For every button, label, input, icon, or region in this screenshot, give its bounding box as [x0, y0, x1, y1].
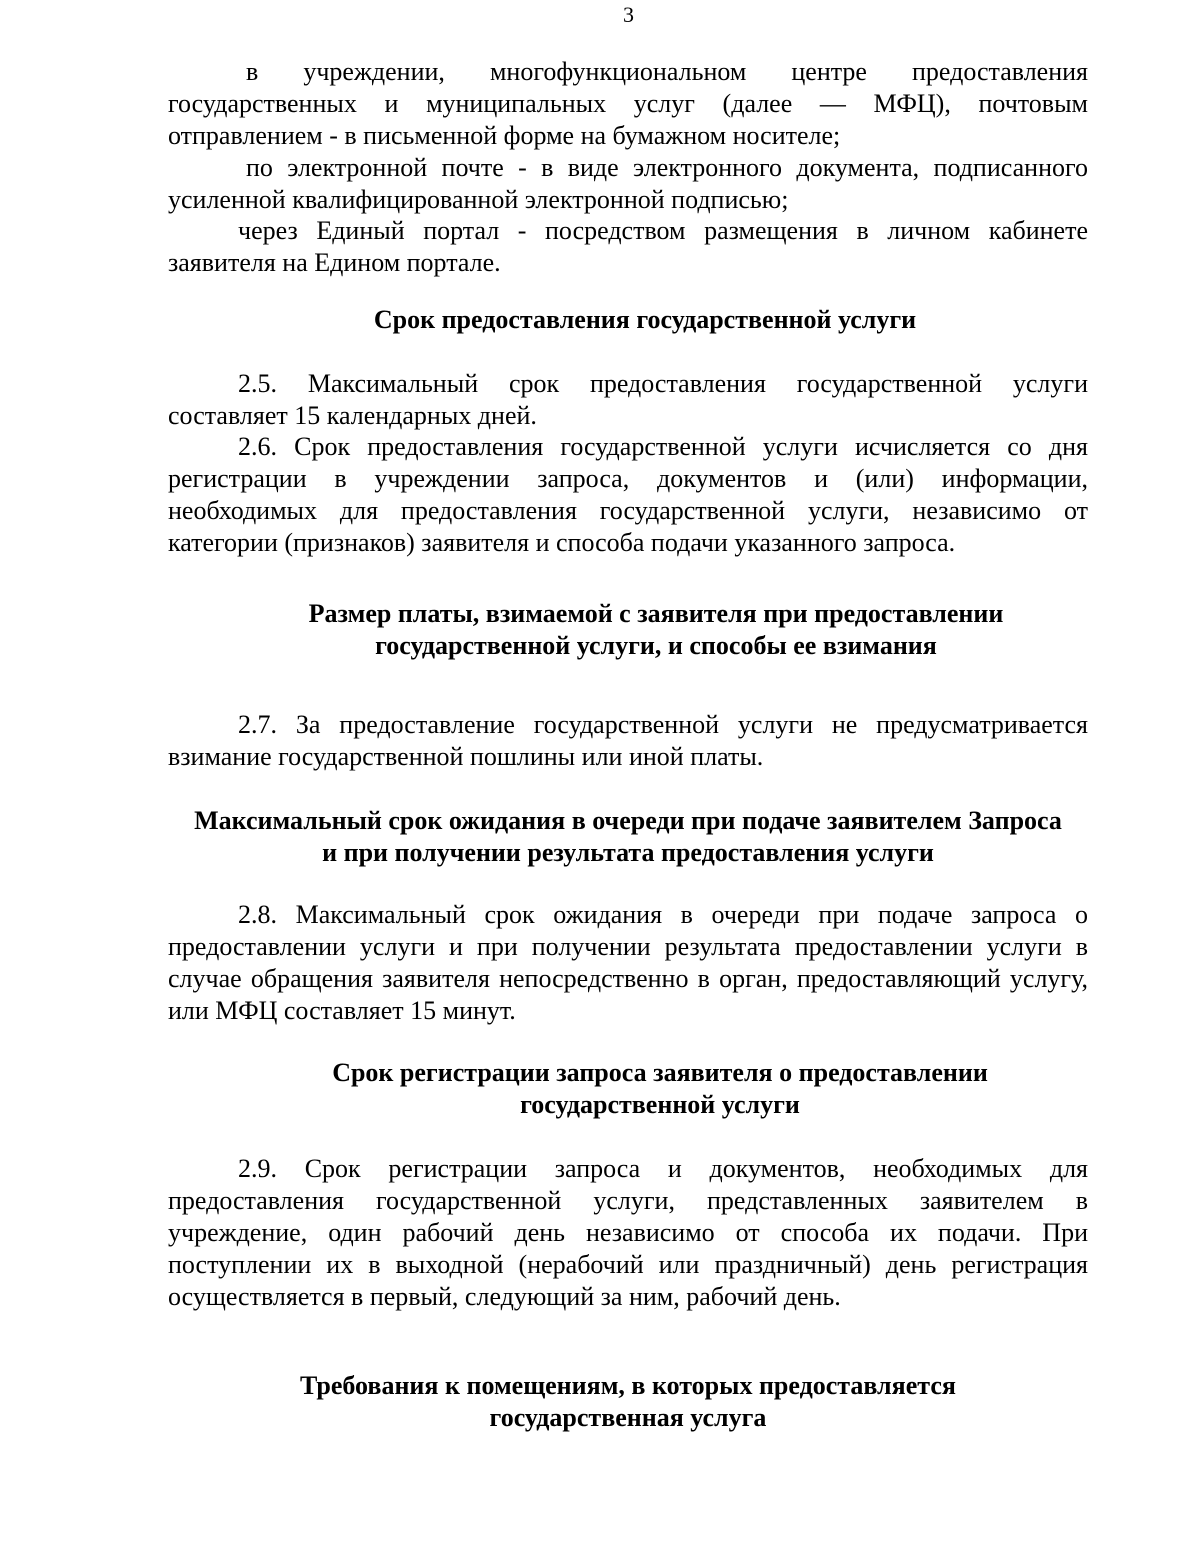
paragraph-submission-in-person: в учреждении, многофункциональном центре предоставления государственных и муниципальных услуг (далее — МФЦ), почтовым отправлением - в письменной форме на бумажном носителе; [168, 57, 1088, 150]
heading-premises-requirements [168, 1370, 1088, 1434]
heading-fee [196, 598, 1116, 662]
paragraph-2-8: 2.8. Максимальный срок ожидания в очереди при подаче запроса о предоставлении услуги и при получении результата предоставлении услуги в случае обращения заявителя непосредственно в орган, предоставляющий услугу, или МФЦ составляет 15 минут. [168, 900, 1088, 1025]
paragraph-submission-email: по электронной почте - в виде электронного документа, подписанного усиленной квалифицированной электронной подписью; [168, 153, 1088, 214]
paragraph-2-5: 2.5. Максимальный срок предоставления государственной услуги составляет 15 календарных дней. [168, 369, 1088, 430]
heading-registration-term [200, 1057, 1120, 1121]
heading-queue-wait [168, 805, 1088, 869]
heading-premises-requirements-line-1: Требования к помещениям, в которых предоставляется [300, 1371, 956, 1400]
heading-fee-line-1: Размер платы, взимаемой с заявителя при предоставлении [308, 599, 1004, 628]
heading-fee-line-2: государственной услуги, и способы ее взимания [375, 631, 937, 660]
paragraph-submission-portal: через Единый портал - посредством размещения в личном кабинете заявителя на Едином портале. [168, 216, 1088, 277]
heading-queue-wait-line-2: и при получении результата предоставления услуги [322, 838, 934, 867]
page-number: 3 [623, 2, 634, 27]
heading-premises-requirements-line-2: государственная услуга [489, 1403, 767, 1432]
paragraph-2-6: 2.6. Срок предоставления государственной услуги исчисляется со дня регистрации в учреждении запроса, документов и (или) информации, необходимых для предоставления государственной услуги, независимо от категории (признаков) заявителя и способа подачи указанного запроса. [168, 432, 1088, 557]
heading-registration-term-line-1: Срок регистрации запроса заявителя о предоставлении [332, 1058, 988, 1087]
paragraph-2-7: 2.7. За предоставление государственной услуги не предусматривается взимание государственной пошлины или иной платы. [168, 710, 1088, 771]
heading-service-term: Срок предоставления государственной услуги [373, 305, 917, 334]
heading-queue-wait-line-1: Максимальный срок ожидания в очереди при подаче заявителем Запроса [194, 806, 1062, 835]
heading-registration-term-line-2: государственной услуги [520, 1090, 800, 1119]
paragraph-2-9: 2.9. Срок регистрации запроса и документов, необходимых для предоставления государственной услуги, представленных заявителем в учреждение, один рабочий день независимо от способа их подачи. При поступлении их в выходной (нерабочий или праздничный) день регистрация осуществляется в первый, следующий за ним, рабочий день. [168, 1154, 1088, 1311]
